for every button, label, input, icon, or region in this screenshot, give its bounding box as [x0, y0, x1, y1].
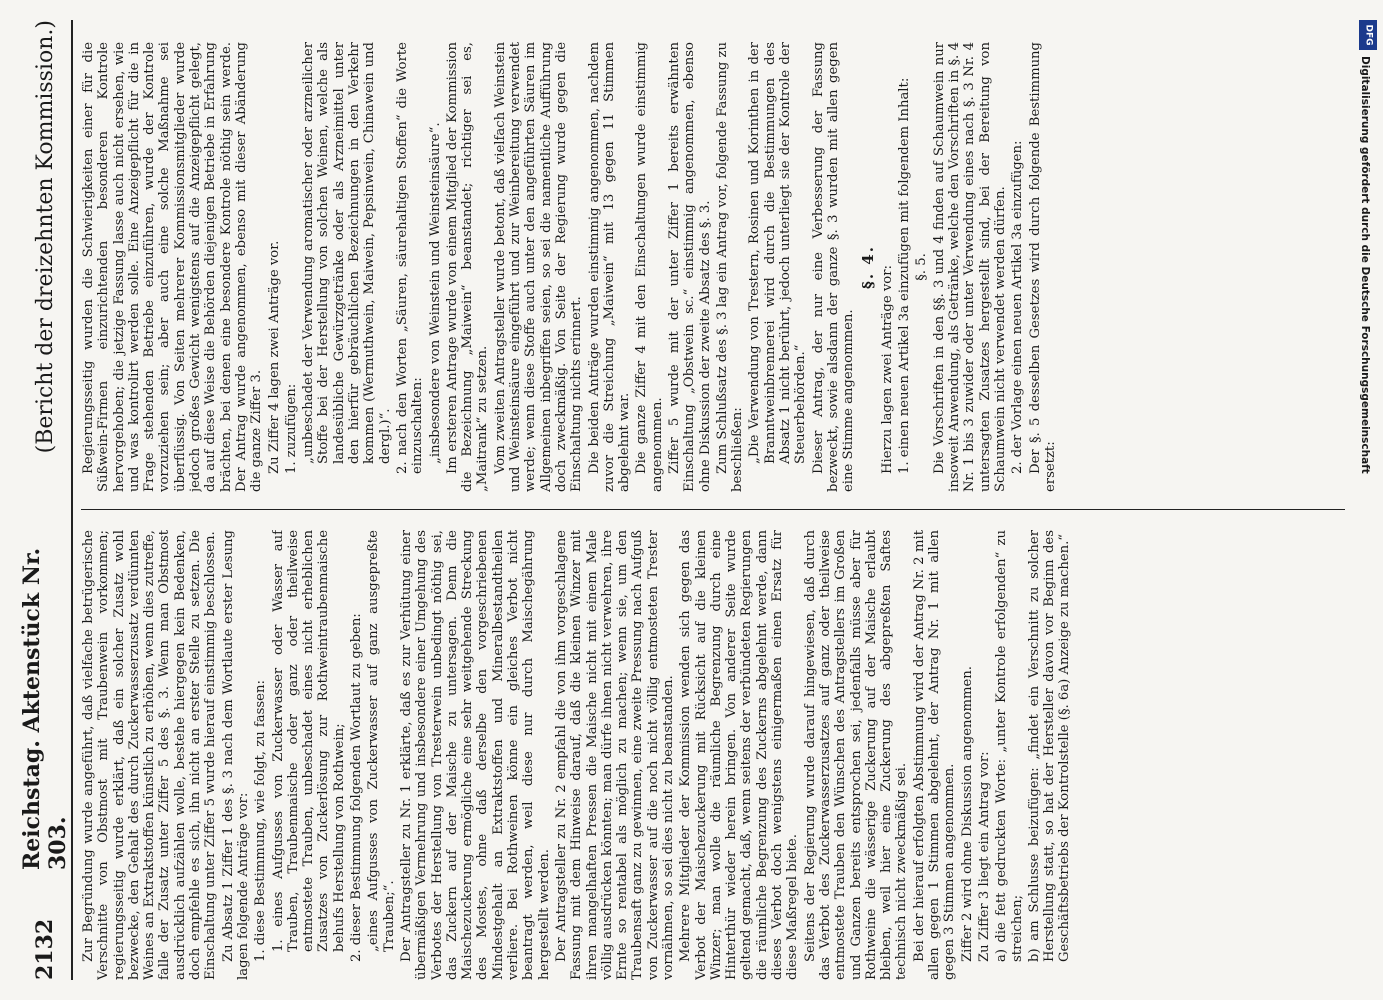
sub-heading: §. 5.	[914, 253, 930, 281]
page-number: 2132	[32, 918, 58, 980]
paragraph: Die beiden Anträge wurden einstimmig angenommen, nachdem zuvor die Streichung „Maiwein“ mit 13 gegen 11 Stimmen abgelehnt war.	[586, 42, 633, 492]
section-heading: §. 4.	[858, 245, 877, 289]
list-item: b) am Schlusse beizufügen: „findet ein Verschnitt zu solcher Herstellung statt, so hat der Hersteller davon vor Beginn des Geschäftsbetriebs der Kontrolstelle (§. 6a) Anzeige zu machen.“	[1026, 530, 1073, 962]
paragraph: Die ganze Ziffer 4 mit den Einschaltungen wurde einstimmig angenommen.	[634, 42, 665, 492]
paragraph: Im ersteren Antrage wurde von einem Mitglied der Kommission die Bezeichnung „Maiwein“ beanstandet; richtiger sei es, „Maitrank“ zu setzen.	[444, 42, 491, 492]
paragraph: Zu Absatz 1 Ziffer 1 des §. 3 nach dem Wortlaute erster Lesung lagen folgende Anträge vor:	[220, 530, 251, 980]
header-subtitle: (Bericht der dreizehnten Kommission.)	[32, 20, 58, 454]
quote: „eines Aufgusses von Zuckerwasser auf ganz ausgepreßte Trauben;“.	[366, 530, 397, 952]
list-item: a) die fett gedruckten Worte: „unter Kontrole erfolgenden“ zu streichen;	[994, 530, 1025, 962]
paragraph: Die Vorschriften in den §§. 3 und 4 finden auf Schaumwein nur insoweit Anwendung, als Getränke, welche den Vorschriften in §. 4 Nr. 1 bis 3 zuwider oder unter Verwendung eines nach §. 3 Nr. 4 untersagten Zusatzes hergestellt sind, bei der Bereitung von Schaumwein nicht verwendet werden dürfen.	[931, 42, 1008, 492]
paragraph: Bei der hierauf erfolgten Abstimmung wird der Antrag Nr. 2 mit allen gegen 1 Stimmen abgelehnt, der Antrag Nr. 1 mit allen gegen 3 Stimmen angenommen.	[911, 530, 958, 980]
paragraph: Ziffer 5 wurde mit der unter Ziffer 1 bereits erwähnten Einschaltung „Obstwein sc.“ einstimmig angenommen, ebenso ohne Diskussion der zweite Absatz des §. 3.	[666, 42, 713, 492]
list-item: 2. dieser Bestimmung folgenden Wortlaut zu geben:	[349, 613, 365, 962]
paragraph: Seitens der Regierung wurde darauf hingewiesen, daß durch das Verbot des Zuckerwasserzusatzes auf ganz oder theilweise entmostete Trauben den Wünschen des Antragstellers im Großen und Ganzen bereits entsprochen sei, jedenfalls müsse aber für Rothweine die wässerige Zuckerung auf der Maische erlaubt bleiben, weil hier eine Zuckerung des abgepreßten Saftes technisch nicht zweckmäßig sei.	[802, 530, 910, 980]
paragraph: Der Antragsteller zu Nr. 2 empfahl die von ihm vorgeschlagene Fassung mit dem Hinweise darauf, daß die kleinen Winzer mit ihren mangelhaften Pressen die Maische nicht mit einem Male völlig ausdrücken könnten; man dürfe ihnen nicht verwehren, ihre Ernte so rentabel als möglich zu machen; wenn sie, um den Traubensaft ganz zu gewinnen, eine zweite Pressung nach Aufguß von Zuckerwasser auf die noch nicht völlig entmosteten Trester vornähmen, so sei dies nicht zu beanstanden.	[553, 530, 676, 980]
credit-text-container	[1357, 56, 1379, 956]
paragraph: Zu Ziffer 4 lagen zwei Anträge vor.	[266, 240, 282, 474]
quote: „Die Verwendung von Trestern, Rosinen und Korinthen in der Branntweinbrennerei wird durch die Bestimmungen des Absatz 1 nicht berührt, jedoch unterliegt sie der Kontrole der Steuerbehörden.“	[747, 42, 809, 464]
list-item: 1. eines Aufgusses von Zuckerwasser oder Wasser auf Trauben, Traubenmaische oder ganz oder theilweise entmostete Trauben, unbeschadet eines nicht erheblichen Zusatzes von Zuckerlösung zur Rothweintraubenmaische behufs Herstellung von Rothwein;	[270, 530, 347, 952]
paragraph: Zur Begründung wurde angeführt, daß vielfache betrügerische Verschnitte von Obstmost mit Traubenwein vorkommen; regierungsseitig wurde erklärt, daß ein solcher Zusatz wohl bezwecke, den Gehalt des durch Zuckerwasserzusatz verdünnten Weines an Extraktstoffen künstlich zu erhöhen, wenn dies zutreffe, falle der Zusatz unter Ziffer 5 des §. 3. Wenn man Obstmost ausdrücklich aufzählen wolle, bestehe hiergegen kein Bedenken, doch empfehle es sich, ihn nicht an erster Stelle zu setzen. Die Einschaltung unter Ziffer 5 wurde hierauf einstimmig beschlossen.	[81, 530, 219, 980]
list-item: 2. der Vorlage einen neuen Artikel 3a einzufügen:	[1010, 140, 1026, 474]
page-header	[19, 20, 71, 980]
paragraph: Zum Schlußsatz des §. 3 lag ein Antrag vor, folgende Fassung zu beschließen:	[714, 42, 746, 492]
paragraph: Hierzu lagen zwei Anträge vor:	[879, 265, 895, 474]
paragraph: Dieser Antrag, der nur eine Verbesserung der Fassung bezweckt, sowie alsdann der ganze §. 3 wurden mit allen gegen eine Stimme angenommen.	[810, 42, 857, 492]
document-page	[19, 20, 1355, 980]
paragraph: Zu Ziffer 3 liegt ein Antrag vor:	[976, 751, 992, 962]
credit-text: Digitalisierung gefördert durch die Deutsche Forschungsgemeinschaft	[1359, 56, 1371, 474]
header-title: Reichstag. Aktenstück Nr. 303.	[19, 547, 71, 870]
right-column	[81, 42, 1345, 492]
paragraph: Regierungsseitig wurden die Schwierigkeiten einer für die Süßwein-Firmen einzurichtenden besonderen Kontrole hervorgehoben; die jetzige Fassung lasse auch nicht ersehen, wie und was kontrolirt werden solle. Eine Anzeigepflicht für die in Frage stehenden Betriebe einzuführen, wurde der Kontrole vorzuziehen sein; aber auch eine solche Maßnahme sei überflüssig. Von Seiten mehrerer Kommissionsmitglieder wurde jedoch großes Gewicht wenigstens auf die Anzeigepflicht gelegt, da auf diese Weise die Behörden diejenigen Betriebe in Erfahrung brächten, bei denen eine besondere Kontrole nöthig sein werde. Der Antrag wurde angenommen, ebenso mit dieser Abänderung die ganze Ziffer 3.	[81, 42, 265, 492]
quote: „insbesondere von Weinstein und Weinsteinsäure“.	[427, 122, 443, 464]
dfg-logo: DFG	[1359, 20, 1377, 50]
column-divider	[81, 509, 1345, 510]
paragraph: Vom zweiten Antragsteller wurde betont, daß vielfach Weinstein und Weinsteinsäure eingeführt und zur Weinbereitung verwendet werde; wenn diese Stoffe auch unter den angeführten Säuren im Allgemeinen inbegriffen seien, so sei die namentliche Aufführung doch zweckmäßig. Von Seite der Regierung wurde gegen die Einschaltung nichts erinnert.	[492, 42, 585, 492]
paragraph: Der §. 5 desselben Gesetzes wird durch folgende Bestimmung ersetzt:	[1027, 42, 1058, 492]
quote: „unbeschadet der Verwendung aromatischer oder arzneilicher Stoffe bei der Herstellung von solchen Weinen, welche als landesübliche Gewürzgetränke oder als Arzneimittel unter den hierfür gebräuchlichen Bezeichnungen in den Verkehr kommen (Wermuthwein, Maiwein, Pepsinwein, Chinawein und dergl.)“.	[301, 42, 393, 464]
paragraph: Mehrere Mitglieder der Kommission wenden sich gegen das Verbot der Maischezuckerung mit Rücksicht auf die kleinen Winzer; man wolle die räumliche Begrenzung durch eine Hinterthür wieder herein bringen. Von anderer Seite wurde geltend gemacht, daß, wenn seitens der verbündeten Regierungen die räumliche Begrenzung des Zuckerns abgelehnt werde, dann dieses Verbot doch wenigstens einigermaßen einen Ersatz für diese Maßregel biete.	[678, 530, 801, 980]
left-column	[81, 530, 1345, 980]
paragraph: Der Antragsteller zu Nr. 1 erklärte, daß es zur Verhütung einer übermäßigen Vermehrung und insbesondere einer Umgehung des Verbotes der Herstellung von Tresterwein unbedingt nöthig sei, das Zuckern auf der Maische zu untersagen. Denn die Maischezuckerung ermögliche eine sehr weitgehende Streckung des Mostes, ohne daß derselbe den vorgeschriebenen Mindestgehalt an Extraktstoffen und Mineralbestandtheilen verliere. Bei Rothweinen könne ein gleiches Verbot nicht beantragt werden, weil diese nur durch Maischegährung hergestellt werden.	[398, 530, 552, 980]
list-item: 1. zuzufügen:	[283, 383, 299, 474]
digitization-credit-bar	[1357, 20, 1379, 980]
list-item: 1. einen neuen Artikel 3a einzufügen mit folgendem Inhalt:	[897, 77, 913, 474]
paragraph: Ziffer 2 wird ohne Diskussion angenommen.	[959, 666, 975, 962]
list-item: 2. nach den Worten „Säuren, säurehaltigen Stoffen“ die Worte einzuschalten:	[394, 42, 426, 474]
header-rule	[71, 20, 73, 980]
list-item: 1. diese Bestimmung, wie folgt, zu fassen:	[253, 680, 269, 962]
